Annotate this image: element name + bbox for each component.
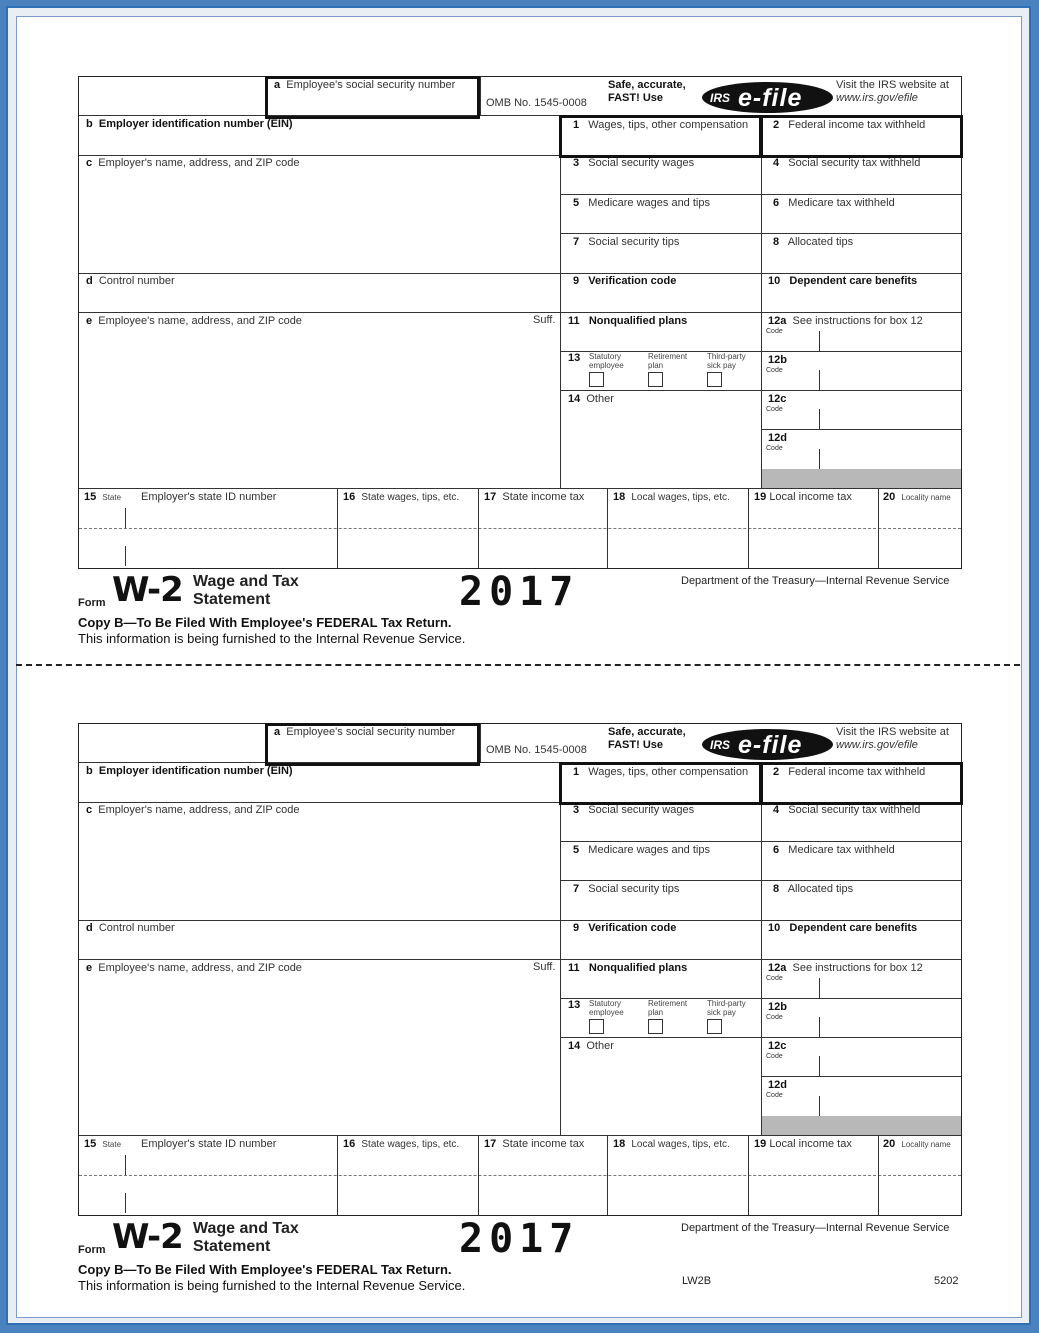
- thirdparty-label: Third-party sick pay: [707, 999, 746, 1017]
- footer-title-2: Statement: [193, 591, 271, 608]
- box-12c-label: 12c: [768, 1040, 787, 1052]
- box-9-label: 9 Verification code: [573, 275, 677, 287]
- box-13-label: 13: [568, 352, 581, 364]
- box-12c-code: Code: [766, 406, 783, 413]
- footer-form-word: Form: [78, 1244, 106, 1256]
- box-19-label: 19 Local income tax: [754, 1138, 852, 1150]
- box-15-label: 15 State: [84, 1138, 122, 1150]
- box-16-label: 16 State wages, tips, etc.: [343, 1138, 460, 1150]
- box-12d-label: 12d: [768, 432, 787, 444]
- box-10-label: 10 Dependent care benefits: [768, 922, 918, 934]
- visit-irs: Visit the IRS website at: [836, 79, 949, 91]
- box-18-label: 18 Local wages, tips, etc.: [613, 491, 730, 503]
- department: Department of the Treasury—Internal Revenue Service: [681, 1222, 950, 1234]
- shaded-area: [762, 1116, 961, 1135]
- visit-irs: Visit the IRS website at: [836, 726, 949, 738]
- suff-label: Suff.: [533, 961, 556, 973]
- retirement-label: Retirement plan: [648, 352, 688, 370]
- box-12d-code: Code: [766, 1092, 783, 1099]
- copy-info-line: This information is being furnished to the Internal Revenue Service.: [78, 631, 466, 646]
- box-20-label: 20 Locality name: [883, 1138, 951, 1150]
- box-7-label: 7 Social security tips: [573, 236, 680, 248]
- copy-b-line: Copy B—To Be Filed With Employee's FEDERAL Tax Return.: [78, 615, 452, 630]
- thirdparty-checkbox[interactable]: [707, 372, 722, 387]
- box-11-label: 11 Nonqualified plans: [568, 315, 688, 327]
- box-5-label: 5 Medicare wages and tips: [573, 197, 710, 209]
- box-2-label: 2 Federal income tax withheld: [773, 766, 926, 778]
- box-5-label: 5 Medicare wages and tips: [573, 844, 710, 856]
- box-4-label: 4 Social security tax withheld: [773, 804, 921, 816]
- box-15-id-label: Employer's state ID number: [141, 1138, 277, 1150]
- box-15-label: 15 State: [84, 491, 122, 503]
- box-c-label: c Employer's name, address, and ZIP code: [86, 804, 300, 816]
- box-17-label: 17 State income tax: [484, 1138, 585, 1150]
- box-e-label: e Employee's name, address, and ZIP code: [86, 962, 302, 974]
- box-b-label: b Employer identification number (EIN): [86, 118, 293, 130]
- box-11-label: 11 Nonqualified plans: [568, 962, 688, 974]
- box-b-label: b Employer identification number (EIN): [86, 765, 293, 777]
- box-6-label: 6 Medicare tax withheld: [773, 844, 895, 856]
- copy-b-line: Copy B—To Be Filed With Employee's FEDERAL Tax Return.: [78, 1262, 452, 1277]
- box-a-label: a Employee's social security number: [274, 79, 456, 91]
- irs-website: www.irs.gov/efile: [836, 739, 918, 751]
- department: Department of the Treasury—Internal Revenue Service: [681, 575, 950, 587]
- irs-efile-logo: IRS e-file: [702, 729, 833, 760]
- footer-w2: W-2: [112, 570, 183, 610]
- footer-title-2: Statement: [193, 1238, 271, 1255]
- box-17-label: 17 State income tax: [484, 491, 585, 503]
- form-code-lw2b: LW2B: [682, 1275, 712, 1287]
- box-12b-label: 12b: [768, 354, 787, 366]
- omb-number: OMB No. 1545-0008: [486, 97, 587, 109]
- box-14-label: 14 Other: [568, 393, 614, 405]
- box-16-label: 16 State wages, tips, etc.: [343, 491, 460, 503]
- statutory-checkbox[interactable]: [589, 372, 604, 387]
- fast-use: FAST! Use: [608, 739, 664, 751]
- box-12b-code: Code: [766, 1014, 783, 1021]
- box-12d-label: 12d: [768, 1079, 787, 1091]
- tax-year: 2017: [459, 1216, 580, 1262]
- box-18-label: 18 Local wages, tips, etc.: [613, 1138, 730, 1150]
- w2-form-top: [0, 0, 1039, 646]
- box-12a-code: Code: [766, 328, 783, 335]
- thirdparty-label: Third-party sick pay: [707, 352, 746, 370]
- box-3-label: 3 Social security wages: [573, 804, 695, 816]
- box-3-label: 3 Social security wages: [573, 157, 695, 169]
- w2-form-bottom: [0, 647, 1039, 1293]
- box-1-label: 1 Wages, tips, other compensation: [573, 766, 749, 778]
- thirdparty-checkbox[interactable]: [707, 1019, 722, 1034]
- box-12c-label: 12c: [768, 393, 787, 405]
- box-10-label: 10 Dependent care benefits: [768, 275, 918, 287]
- box-12d-code: Code: [766, 445, 783, 452]
- safe-accurate: Safe, accurate,: [608, 726, 686, 738]
- box-19-label: 19 Local income tax: [754, 491, 852, 503]
- form-code-5202: 5202: [934, 1275, 959, 1287]
- footer-form-word: Form: [78, 597, 106, 609]
- retirement-label: Retirement plan: [648, 999, 688, 1017]
- box-1-label: 1 Wages, tips, other compensation: [573, 119, 749, 131]
- statutory-checkbox[interactable]: [589, 1019, 604, 1034]
- box-14-label: 14 Other: [568, 1040, 614, 1052]
- fast-use: FAST! Use: [608, 92, 664, 104]
- box-9-label: 9 Verification code: [573, 922, 677, 934]
- shaded-area: [762, 469, 961, 488]
- irs-website: www.irs.gov/efile: [836, 92, 918, 104]
- box-20-label: 20 Locality name: [883, 491, 951, 503]
- suff-label: Suff.: [533, 314, 556, 326]
- box-8-label: 8 Allocated tips: [773, 236, 854, 248]
- box-15-id-label: Employer's state ID number: [141, 491, 277, 503]
- statutory-label: Statutory employee: [589, 999, 624, 1017]
- box-c-label: c Employer's name, address, and ZIP code: [86, 157, 300, 169]
- box-e-label: e Employee's name, address, and ZIP code: [86, 315, 302, 327]
- box-12c-code: Code: [766, 1053, 783, 1060]
- box-12b-label: 12b: [768, 1001, 787, 1013]
- omb-number: OMB No. 1545-0008: [486, 744, 587, 756]
- box-12a-code: Code: [766, 975, 783, 982]
- box-12a-label: 12a See instructions for box 12: [768, 315, 923, 327]
- retirement-checkbox[interactable]: [648, 372, 663, 387]
- footer-w2: W-2: [112, 1217, 183, 1257]
- box-d-label: d Control number: [86, 922, 175, 934]
- irs-efile-logo: IRS e-file: [702, 82, 833, 113]
- tax-year: 2017: [459, 569, 580, 615]
- box-12b-code: Code: [766, 367, 783, 374]
- box-a-label: a Employee's social security number: [274, 726, 456, 738]
- retirement-checkbox[interactable]: [648, 1019, 663, 1034]
- box-7-label: 7 Social security tips: [573, 883, 680, 895]
- safe-accurate: Safe, accurate,: [608, 79, 686, 91]
- box-8-label: 8 Allocated tips: [773, 883, 854, 895]
- box-d-label: d Control number: [86, 275, 175, 287]
- box-4-label: 4 Social security tax withheld: [773, 157, 921, 169]
- copy-info-line: This information is being furnished to the Internal Revenue Service.: [78, 1278, 466, 1293]
- box-12a-label: 12a See instructions for box 12: [768, 962, 923, 974]
- box-6-label: 6 Medicare tax withheld: [773, 197, 895, 209]
- footer-title-1: Wage and Tax: [193, 573, 299, 590]
- statutory-label: Statutory employee: [589, 352, 624, 370]
- footer-title-1: Wage and Tax: [193, 1220, 299, 1237]
- box-13-label: 13: [568, 999, 581, 1011]
- box-2-label: 2 Federal income tax withheld: [773, 119, 926, 131]
